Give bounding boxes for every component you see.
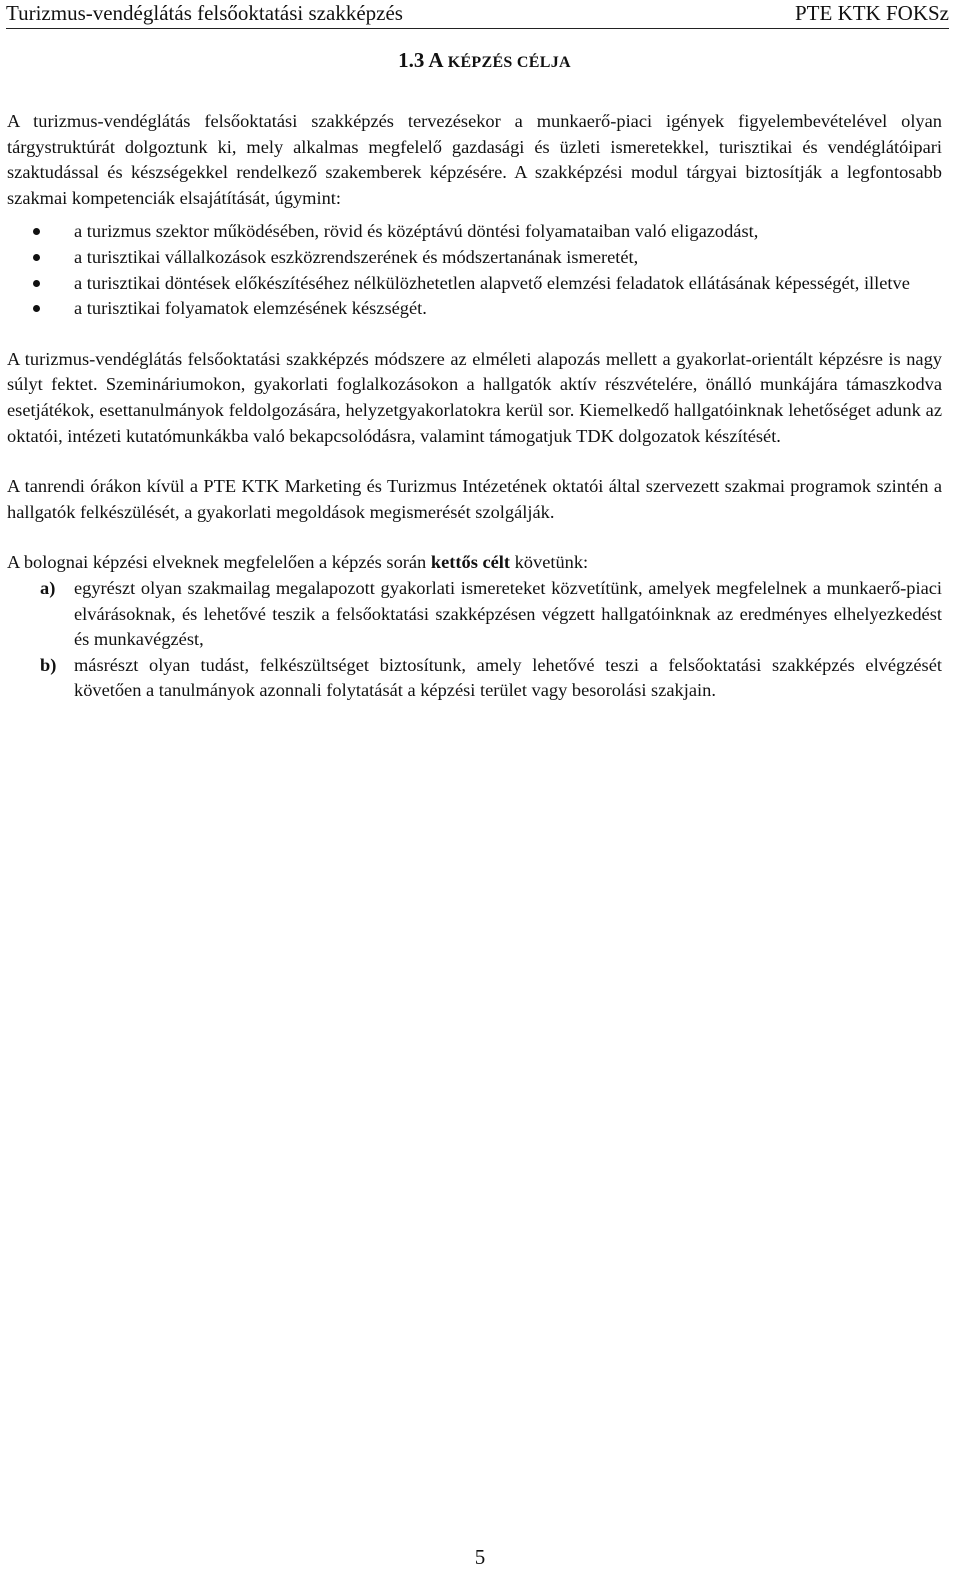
list-item-text: a turisztikai döntések előkészítéséhez nélkülözhetetlen alapvető elemzési feladatok ellátásának képességét, illetve xyxy=(74,272,910,293)
page-content xyxy=(7,46,942,704)
bullet-icon xyxy=(33,254,40,261)
list-item xyxy=(7,271,942,297)
bullet-icon xyxy=(33,305,40,312)
list-item xyxy=(7,296,942,322)
list-item-text: a turizmus szektor működésében, rövid és középtávú döntési folyamataiban való eligazodást, xyxy=(74,221,759,242)
list-item xyxy=(7,653,942,704)
page-number: 5 xyxy=(474,1545,486,1569)
list-marker: b) xyxy=(40,654,57,675)
list-item-text: a turisztikai folyamatok elemzésének készségét. xyxy=(74,298,427,319)
method-paragraph: A turizmus-vendéglátás felsőoktatási szakképzés módszere az elméleti alapozás mellett a gyakorlat-orientált képzésre is nagy súlyt fektet. Szemináriumokon, gyakorlati foglalkozásokon a hallgatók aktív részvételére, önálló munkájára támaszkodva esetjátékok, esettanulmányok feldolgozására, helyzetgyakorlatokra kerül sor. Kiemelkedő hallgatóinknak lehetőséget adunk az oktatói, intézeti kutatómunkákba való bekapcsolódásra, valamint támogatjuk TDK dolgozatok készítését. xyxy=(7,348,942,446)
goal-list xyxy=(7,576,942,704)
bullet-icon xyxy=(33,280,40,287)
list-item-text: másrészt olyan tudást, felkészültséget biztosítunk, amely lehetővé teszi a felsőoktatási szakképzés elvégzését követően a tanulmányok azonnali folytatását a képzési terület vagy besorolási szakjain. xyxy=(74,654,942,701)
competency-list xyxy=(7,219,942,321)
running-header xyxy=(6,0,949,29)
programs-paragraph: A tanrendi órákon kívül a PTE KTK Marketing és Turizmus Intézetének oktatói által szervezett szakmai programok szintén a hallgatók felkészülését, a gyakorlati megoldások megismerését szolgálják. xyxy=(7,476,942,522)
bologna-paragraph xyxy=(7,550,942,576)
list-item-text: egyrészt olyan szakmailag megalapozott gyakorlati ismereteket közvetítünk, amelyek megfelelnek a munkaerő-piaci elvárásoknak, és lehetővé teszik a felsőoktatási szakképzésen végzett hallgatóinknak az eredményes elhelyezkedést és munkavégzést, xyxy=(74,577,942,650)
section-number: 1.3 A xyxy=(398,48,443,72)
header-title: Turizmus-vendéglátás felsőoktatási szakképzés xyxy=(6,1,403,25)
list-item-text: a turisztikai vállalkozások eszközrendszerének és módszertanának ismeretét, xyxy=(74,246,639,267)
bologna-text-start: A bolognai képzési elveknek megfelelően a képzés során xyxy=(7,552,431,573)
bologna-text-end: követünk: xyxy=(510,552,589,573)
header-institution: PTE KTK FOKSz xyxy=(794,1,949,25)
intro-paragraph: A turizmus-vendéglátás felsőoktatási szakképzés tervezésekor a munkaerő-piaci igények figyelembevételével olyan tárgystruktúrát dolgoztunk ki, mely alkalmas megfelelő gazdasági és üzleti ismeretekkel, turisztikai és vendéglátóipari szaktudással és készségekkel rendelkező szakemberek képzésére. A szakképzési modul tárgyai biztosítják a legfontosabb szakmai kompetenciák elsajátítását, úgymint: xyxy=(7,111,942,208)
bologna-emphasis: kettős célt xyxy=(430,552,511,573)
list-item xyxy=(7,245,942,271)
list-item xyxy=(7,219,942,245)
section-title: KÉPZÉS CÉLJA xyxy=(447,54,571,71)
section-heading xyxy=(7,46,942,77)
list-marker: a) xyxy=(40,577,56,598)
list-item xyxy=(7,576,942,653)
bullet-icon xyxy=(33,228,40,235)
